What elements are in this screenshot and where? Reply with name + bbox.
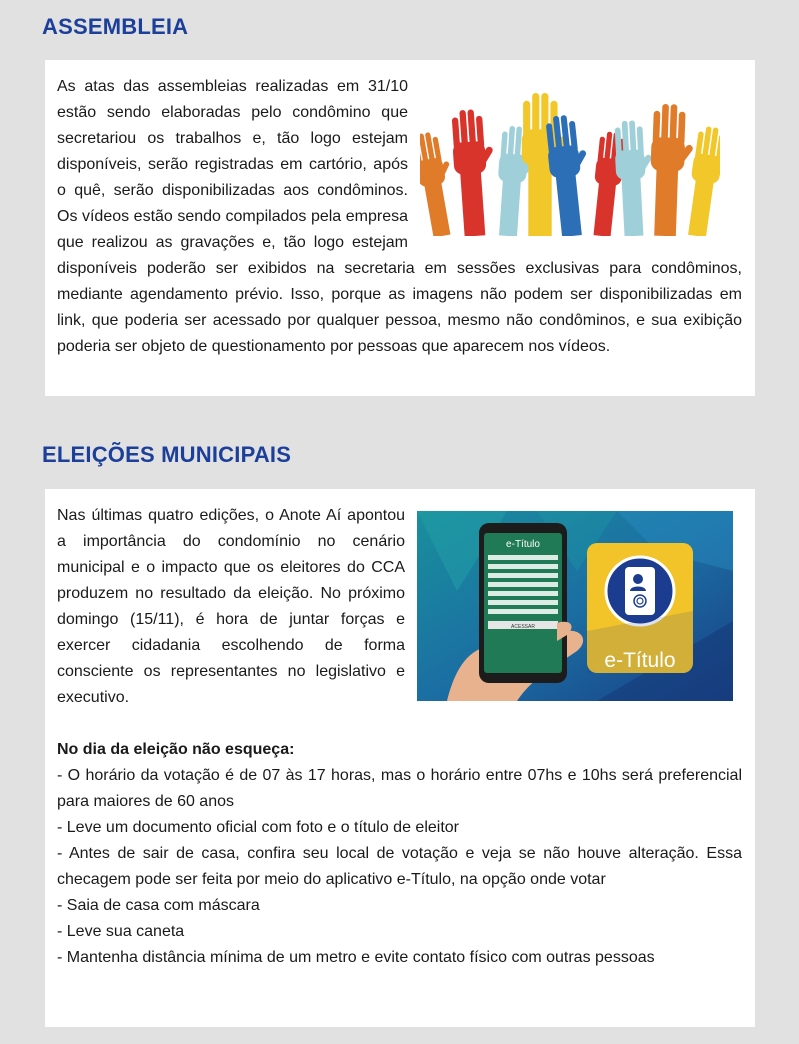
hand-icon bbox=[613, 119, 657, 236]
e-titulo-app-illustration bbox=[417, 511, 733, 701]
hand-icon bbox=[544, 113, 596, 236]
assembleia-heading: ASSEMBLEIA bbox=[42, 14, 189, 39]
hand-icon bbox=[648, 103, 696, 236]
phone-access-button-label: ACESSAR bbox=[511, 624, 535, 630]
user-icon bbox=[633, 574, 643, 584]
list-item: - Leve um documento oficial com foto e o título de eleitor bbox=[57, 819, 459, 836]
hand-icon bbox=[683, 125, 720, 236]
raised-hands-illustration bbox=[420, 86, 720, 236]
assembleia-card bbox=[45, 60, 755, 396]
reminder-list bbox=[57, 763, 742, 971]
eleicoes-card bbox=[45, 489, 755, 1027]
list-item: - Antes de sair de casa, confira seu local de votação e veja se não houve alteração. Essa checagem pode ser feita por meio do aplicativo e-Título, na opção onde votar bbox=[57, 845, 742, 888]
hand-icon bbox=[450, 108, 500, 236]
assembleia-paragraph: As atas das assembleias realizadas em 31/10 estão sendo elaboradas pelo condômino que secretariou os trabalhos e, tão logo estejam disponíveis, serão registradas em cartório, após o quê, serão disponibilizadas aos condôminos. Os vídeos estão sendo compilados pela empresa que realizou as gravações e, tão logo estejam disponíveis poderão ser exibidos na secretaria em sessões exclusivas para condôminos, mediante agendamento prévio. Isso, porque as imagens não podem ser disponibilizadas em link, que poderia ser acessado por qualquer pessoa, mesmo não condôminos, e sua exibição poderia ser objeto de questionamento por pessoas que aparecem nos vídeos. bbox=[57, 78, 742, 355]
list-item: - Saia de casa com máscara bbox=[57, 897, 260, 914]
phone-screen-title: e-Título bbox=[506, 539, 540, 550]
e-titulo-image bbox=[417, 511, 733, 701]
list-item: - O horário da votação é de 07 às 17 horas, mas o horário entre 07hs e 10hs será preferencial para maiores de 60 anos bbox=[57, 767, 742, 810]
e-titulo-logo-text: e-Título bbox=[604, 649, 676, 672]
eleicoes-heading: ELEIÇÕES MUNICIPAIS bbox=[42, 442, 292, 467]
list-item: - Leve sua caneta bbox=[57, 923, 185, 940]
colorful-hands-image bbox=[420, 86, 720, 236]
list-item: - Mantenha distância mínima de um metro e evite contato físico com outras pessoas bbox=[57, 949, 655, 966]
eleicoes-paragraph: Nas últimas quatro edições, o Anote Aí apontou a importância do condomínio no cenário municipal e o impacto que os eleitores do CCA produzem no resultado da eleição. No próximo domingo (15/11), é hora de juntar forças e exercer cidadania escolhendo de forma consciente os representantes no legislativo e executivo. bbox=[57, 507, 405, 706]
reminder-heading: No dia da eleição não esqueça: bbox=[57, 741, 295, 758]
